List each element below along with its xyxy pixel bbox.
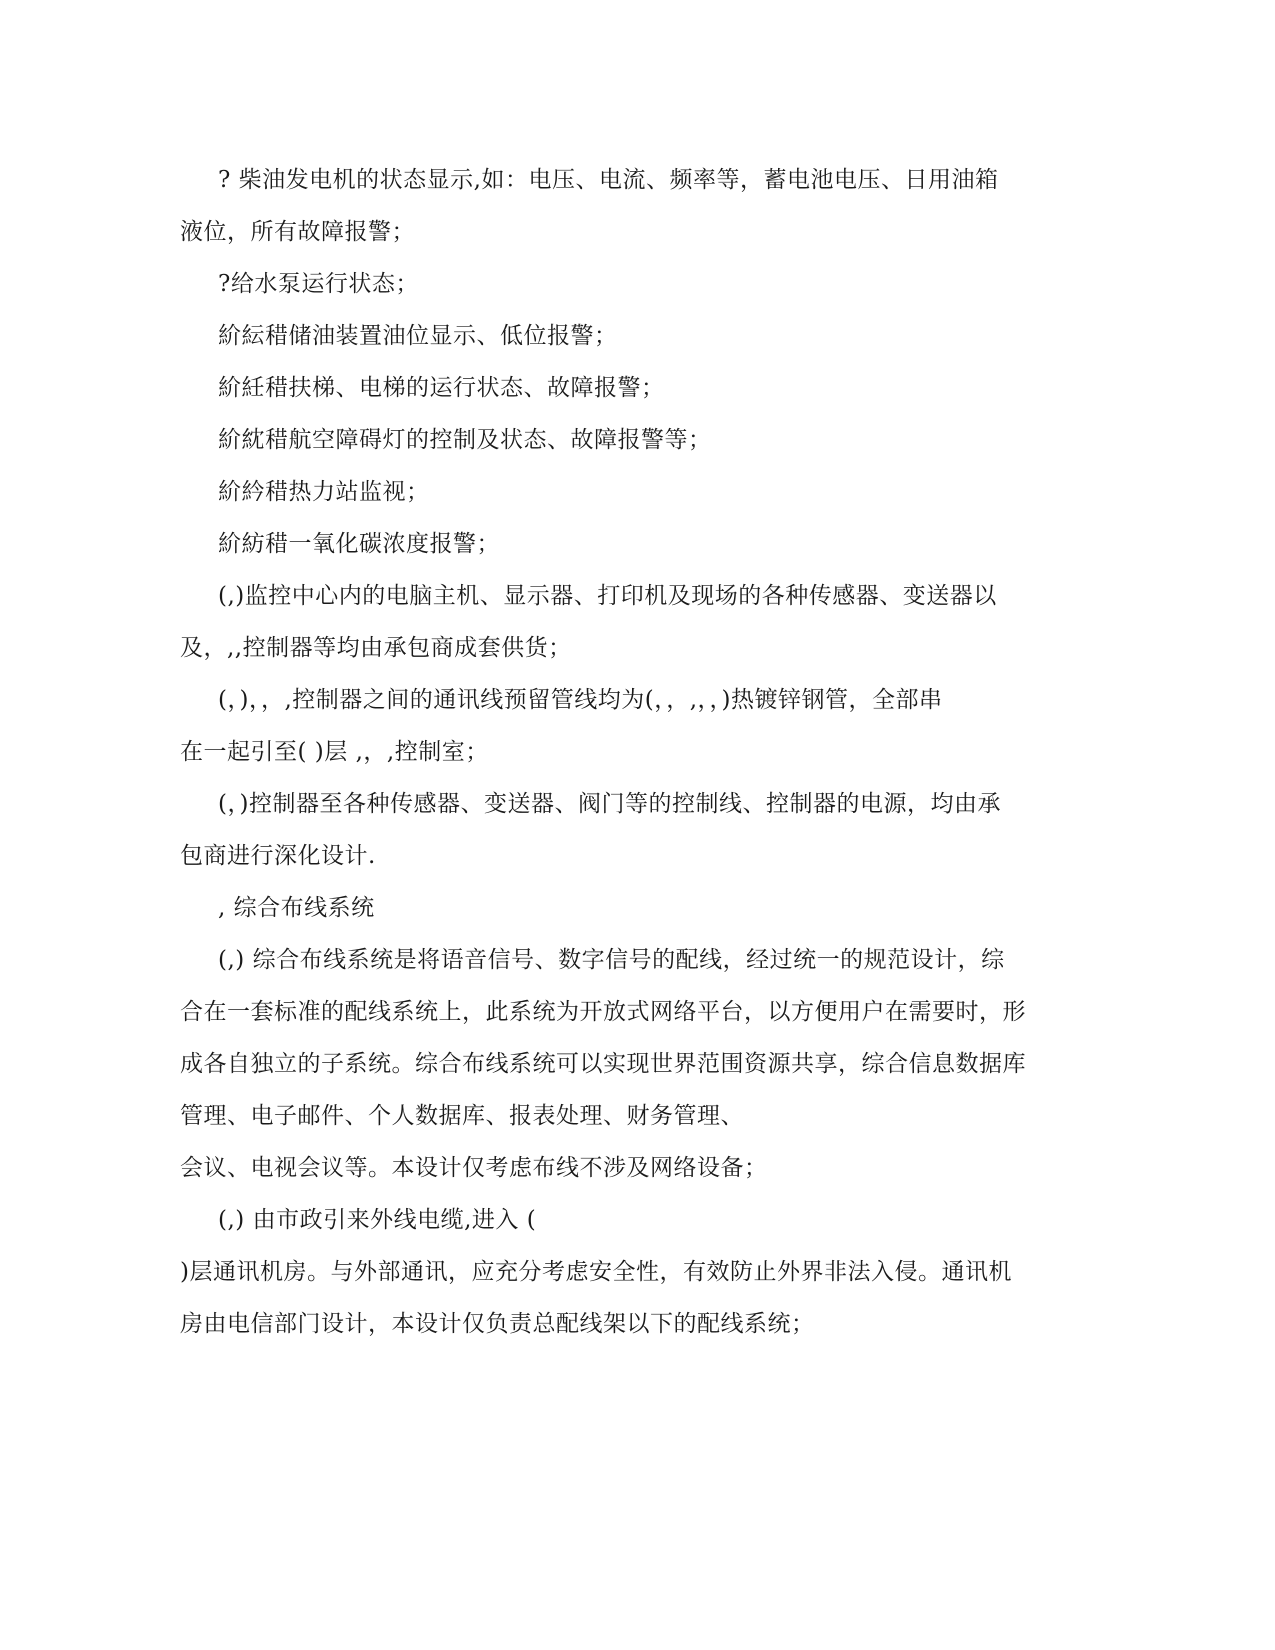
text-line: 及，,,控制器等均由承包商成套供货； — [180, 635, 572, 661]
text-line: (,)监控中心内的电脑主机、显示器、打印机及现场的各种传感器、变送器以 — [218, 583, 997, 609]
text-line: 合在一套标准的配线系统上，此系统为开放式网络平台，以方便用户在需要时，形 — [180, 999, 1026, 1025]
text-line: (，)控制器至各种传感器、变送器、阀门等的控制线、控制器的电源，均由承 — [218, 791, 1001, 817]
text-line: (,) 综合布线系统是将语音信号、数字信号的配线，经过统一的规范设计，综 — [218, 947, 1005, 973]
text-line: ?给水泵运行状态； — [218, 271, 419, 297]
text-line: ? 柴油发电机的状态显示,如：电压、电流、频率等，蓄电池电压、日用油箱 — [218, 167, 999, 193]
text-line: 在一起引至( )层 ,，,控制室； — [180, 739, 489, 765]
text-line: 包商进行深化设计. — [180, 843, 376, 869]
text-line: 紒紞稓航空障碍灯的控制及状态、故障报警等； — [218, 427, 712, 453]
text-line: 液位，所有故障报警； — [180, 219, 415, 245]
text-line: 紒紜稓储油装置油位显示、低位报警； — [218, 323, 618, 349]
text-line: 房由电信部门设计，本设计仅负责总配线架以下的配线系统； — [180, 1311, 815, 1337]
text-line: 会议、电视会议等。本设计仅考虑布线不涉及网络设备； — [180, 1155, 768, 1181]
text-line: (，)，，,控制器之间的通讯线预留管线均为(，，,，，)热镀锌钢管，全部串 — [218, 687, 943, 713]
text-line: 管理、电子邮件、个人数据库、报表处理、财务管理、 — [180, 1103, 744, 1129]
text-line: 成各自独立的子系统。综合布线系统可以实现世界范围资源共享，综合信息数据库 — [180, 1051, 1026, 1077]
text-line: 紒紝稓扶梯、电梯的运行状态、故障报警； — [218, 375, 665, 401]
text-line: (,) 由市政引来外线电缆,进入 ( — [218, 1207, 537, 1233]
text-line: 紒紡稓一氧化碳浓度报警； — [218, 531, 500, 557]
text-line: 紒紟稓热力站监视； — [218, 479, 430, 505]
section-heading: , 综合布线系统 — [218, 895, 375, 921]
text-line: )层通讯机房。与外部通讯，应充分考虑安全性，有效防止外界非法入侵。通讯机 — [180, 1259, 1012, 1285]
